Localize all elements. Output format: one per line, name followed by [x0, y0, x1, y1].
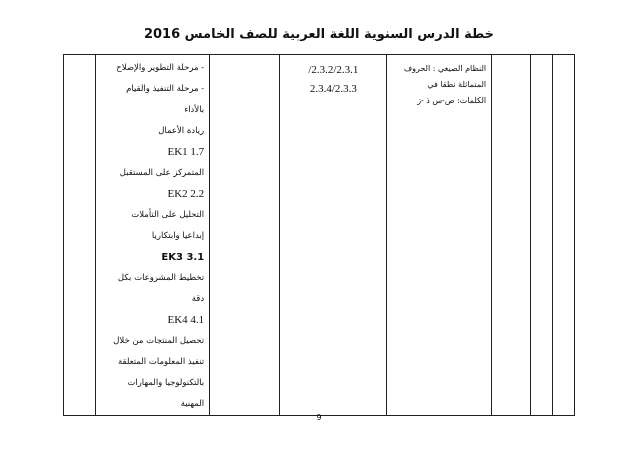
skill-line: - مرحلة التنفيذ والقيام [126, 84, 205, 94]
empty-cell-week [531, 55, 553, 416]
skill-line: ريادة الأعمال [158, 126, 205, 136]
system-line: الكلمات: ص-س ذ -ز [417, 96, 487, 105]
standard-code: /2.3.2/2.3.1 [308, 64, 359, 76]
standard-code: 2.3.4/2.3.3 [309, 83, 357, 95]
document-title: خطة الدرس السنوية اللغة العربية للصف الخامس 2016 [143, 27, 495, 42]
system-cell [387, 55, 492, 416]
lesson-plan-table [63, 54, 575, 416]
skills-list [96, 55, 209, 415]
skill-code: EK3 3.1 [161, 252, 205, 263]
skill-line: بالتكنولوجيا والمهارات [127, 378, 205, 388]
system-line: النظام الصيغي : الحروف المتماثلة نطقا في [403, 64, 487, 89]
skill-line: تخطيط المشروعات بكل [117, 273, 205, 283]
skill-code: EK1 1.7 [167, 146, 205, 158]
skill-line: التحليل على التأملات [131, 210, 205, 220]
skill-line: تحصيل المنتجات من خلال [113, 336, 205, 346]
skill-line: المتمركز على المستقبل [119, 168, 205, 178]
page-number: 9 [316, 413, 322, 422]
skill-line: - مرحلة التطوير والإصلاح [116, 63, 205, 73]
skill-line: بالأداء [184, 105, 205, 115]
standards-cell [280, 55, 387, 416]
skill-line: دقة [191, 294, 205, 304]
skill-line: المهنية [180, 399, 205, 409]
empty-cell-notes [64, 55, 96, 416]
skill-line: إبداعيا وابتكاريا [151, 231, 205, 241]
empty-cell-unit [492, 55, 531, 416]
skill-code: EK2 2.2 [167, 188, 205, 200]
skills-cell [96, 55, 210, 416]
empty-cell-activities [210, 55, 280, 416]
skill-line: تنفيذ المعلومات المتعلقة [117, 357, 205, 367]
empty-cell-term [553, 55, 575, 416]
skill-code: EK4 4.1 [167, 314, 205, 326]
